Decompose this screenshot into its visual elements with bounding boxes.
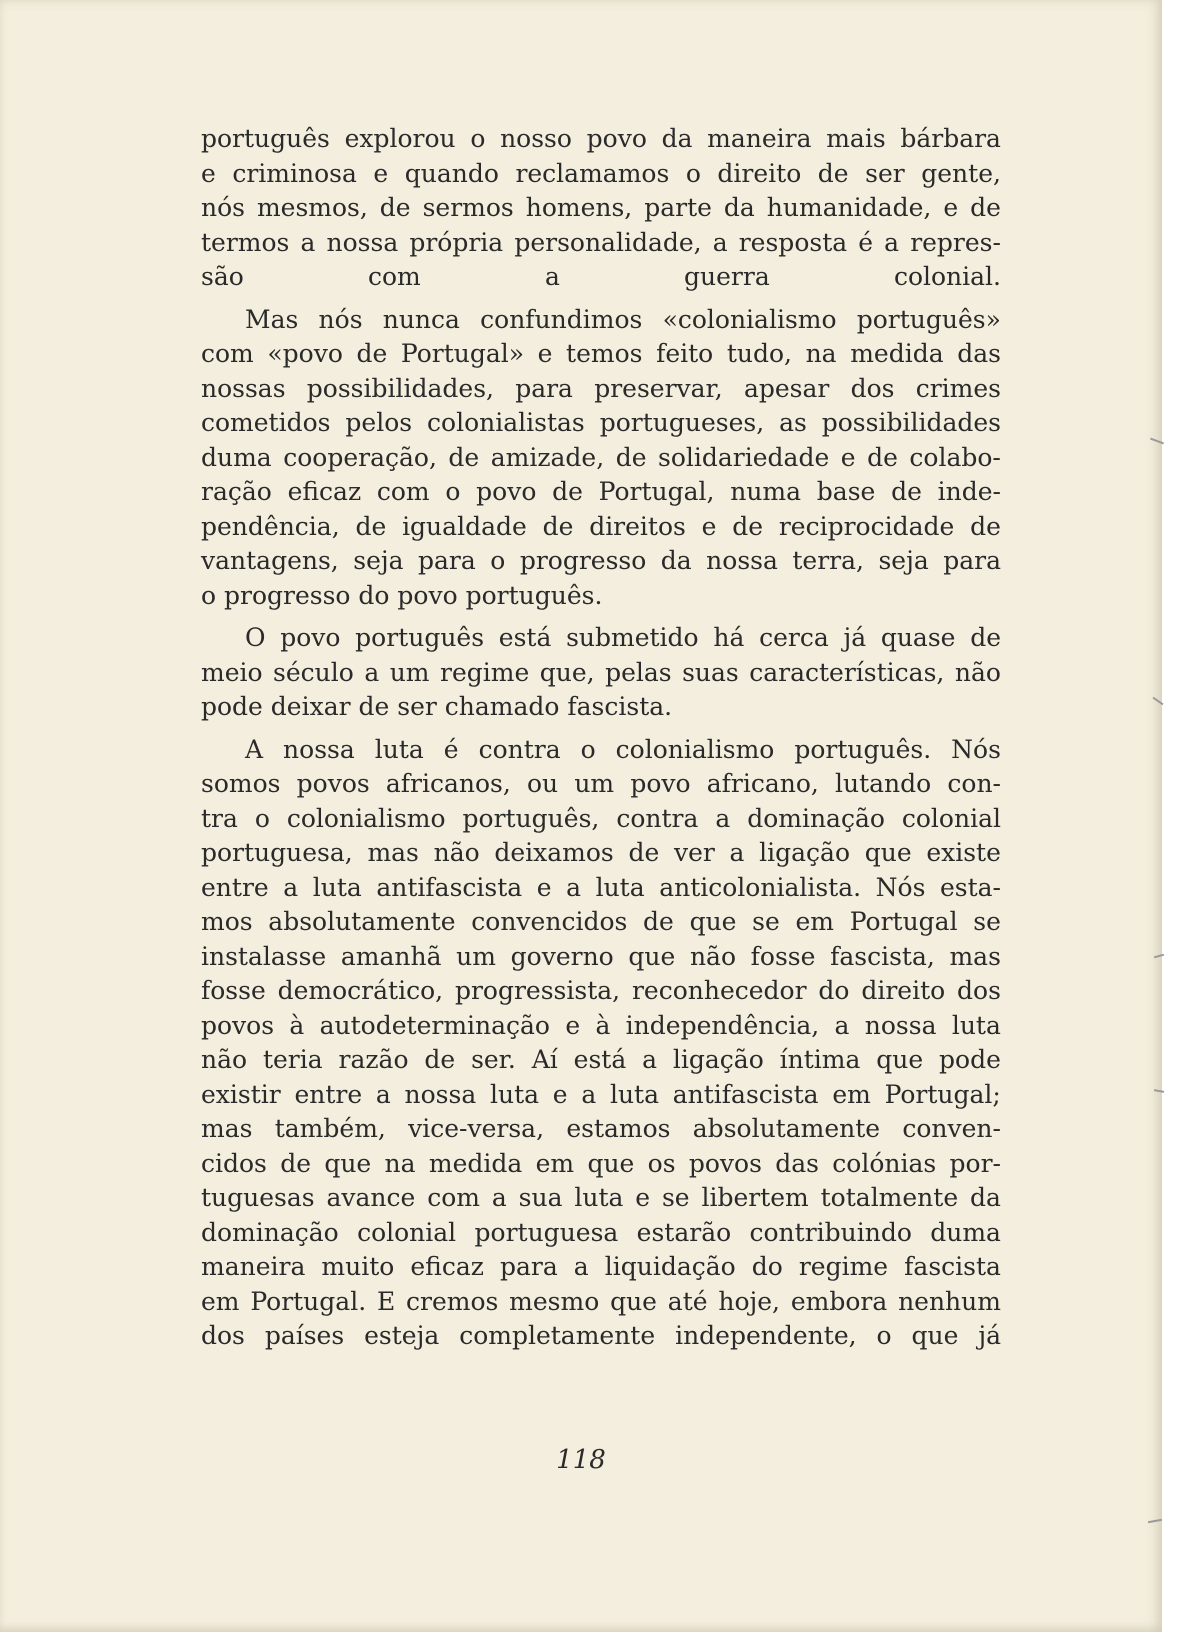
text-line: meio século a um regime que, pelas suas características, não	[201, 657, 1001, 687]
text-line: termos a nossa própria personalidade, a resposta é a repres-	[201, 227, 1001, 257]
text-line: com «povo de Portugal» e temos feito tudo, na medida das	[201, 339, 1001, 368]
text-line: mas também, vice-versa, estamos absolutamente conven-	[201, 1114, 1001, 1143]
text-line: pendência, de igualdade de direitos e de reciprocidade de	[201, 511, 1001, 541]
edge-tear-mark	[1154, 954, 1164, 959]
text-line: entre a luta antifascista e a luta anticolonialista. Nós esta-	[201, 872, 1001, 902]
edge-tear-mark	[1148, 1519, 1162, 1523]
text-line: Mas nós nunca confundimos «colonialismo português»	[245, 304, 1001, 334]
paragraph	[201, 733, 1001, 1354]
text-line: e criminosa e quando reclamamos o direito de ser gente,	[201, 158, 1001, 188]
edge-tear-mark	[1150, 438, 1164, 445]
body-text	[201, 122, 1001, 1362]
text-line: dominação colonial portuguesa estarão contribuindo duma	[201, 1217, 1001, 1247]
page-number: 118	[556, 1445, 606, 1475]
text-line: dos países esteja completamente independente, o que já	[201, 1321, 1001, 1350]
text-line: duma cooperação, de amizade, de solidariedade e de colabo-	[201, 442, 1001, 472]
paragraph	[201, 621, 1001, 725]
text-line: tuguesas avance com a sua luta e se libertem totalmente da	[201, 1183, 1001, 1212]
text-line: O povo português está submetido há cerca já quase de	[245, 623, 1001, 652]
text-line: portuguesa, mas não deixamos de ver a ligação que existe	[201, 838, 1001, 867]
text-line: são com a guerra colonial.	[201, 262, 1001, 291]
text-line: português explorou o nosso povo da maneira mais bárbara	[201, 124, 1001, 153]
paragraph	[201, 303, 1001, 614]
edge-tear-mark	[1154, 1089, 1164, 1093]
text-line: o progresso do povo português.	[201, 580, 603, 610]
text-line: cidos de que na medida em que os povos das colónias por-	[201, 1148, 1001, 1178]
text-line: tra o colonialismo português, contra a dominação colonial	[201, 803, 1001, 833]
text-line: ração eficaz com o povo de Portugal, numa base de inde-	[201, 477, 1001, 506]
text-line: nós mesmos, de sermos homens, parte da humanidade, e de	[201, 193, 1001, 222]
text-line: fosse democrático, progressista, reconhecedor do direito dos	[201, 976, 1001, 1005]
paragraph	[201, 122, 1001, 295]
edge-tear-mark	[1153, 697, 1164, 706]
text-line: não teria razão de ser. Aí está a ligação íntima que pode	[201, 1045, 1001, 1074]
text-line: instalasse amanhã um governo que não fosse fascista, mas	[201, 941, 1001, 971]
text-line: mos absolutamente convencidos de que se em Portugal se	[201, 907, 1001, 936]
text-line: nossas possibilidades, para preservar, apesar dos crimes	[201, 373, 1001, 403]
text-line: cometidos pelos colonialistas portugueses, as possibilidades	[201, 408, 1001, 437]
text-line: vantagens, seja para o progresso da nossa terra, seja para	[201, 546, 1001, 575]
text-line: existir entre a nossa luta e a luta antifascista em Portugal;	[201, 1079, 1001, 1109]
text-line: A nossa luta é contra o colonialismo português. Nós	[245, 734, 1001, 764]
text-line: somos povos africanos, ou um povo africano, lutando con-	[201, 769, 1001, 798]
text-line: maneira muito eficaz para a liquidação do regime fascista	[201, 1252, 1001, 1281]
text-line: em Portugal. E cremos mesmo que até hoje, embora nenhum	[201, 1286, 1001, 1316]
text-line: povos à autodeterminação e à independência, a nossa luta	[201, 1010, 1001, 1040]
text-line: pode deixar de ser chamado fascista.	[201, 692, 673, 721]
